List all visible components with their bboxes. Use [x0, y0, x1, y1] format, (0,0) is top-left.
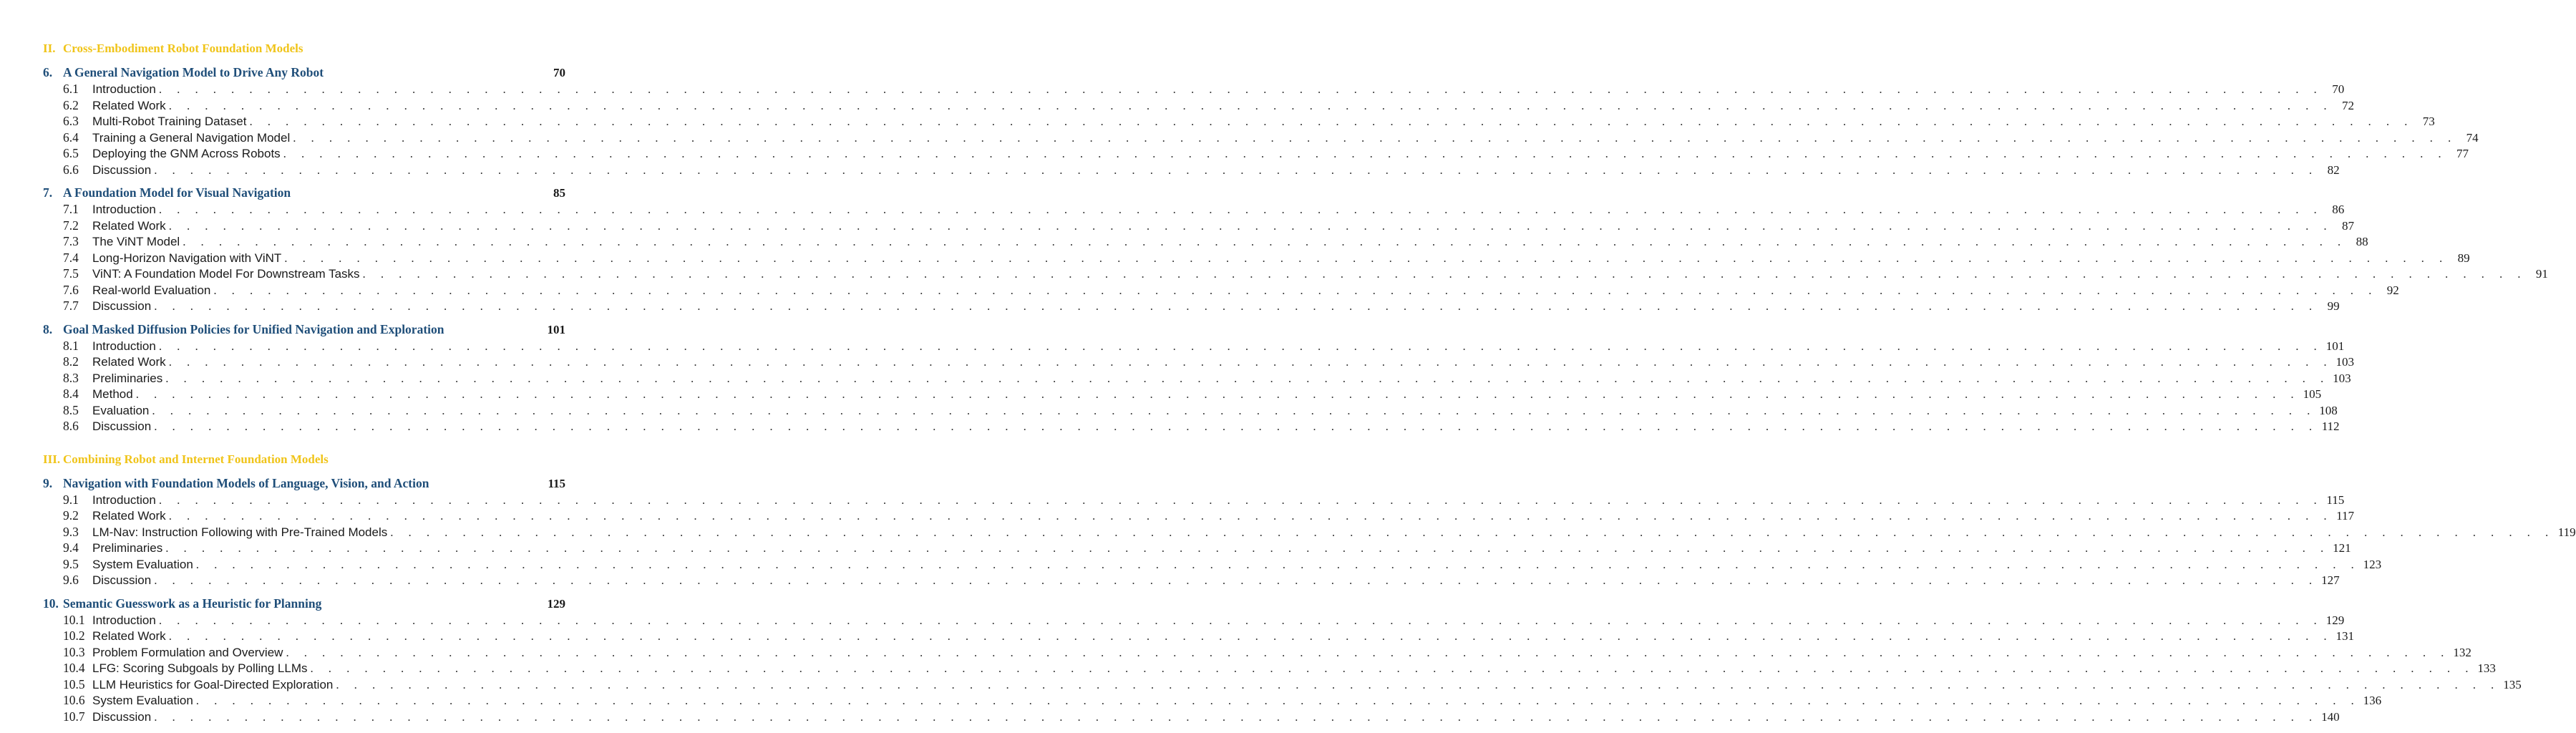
spacer [43, 314, 565, 321]
section-entry[interactable] [43, 540, 2351, 556]
section-number: 10.3 [63, 644, 85, 659]
dot-leader: . . . . . . . . . . . . . . . . . . . . . . . . . . . . . . . . . . . . . . . . . . . . . . . . . . . . . . . . . . . . . . . . . . . . . . . . . . . . . . . . . . . . . . . . . . . . . . . . . . . . . . . . . . . . . . . . . . . . . . . . [158, 492, 2323, 507]
section-page-number: 88 [2356, 235, 2368, 248]
dot-leader: . . . . . . . . . . . . . . . . . . . . . . . . . . . . . . . . . . . . . . . . . . . . . . . . . . . . . . . . . . . . . . . . . . . . . . . . . . . . . . . . . . . . . . . . . . . . . . . . . . . . . . . . . . . . . . . . . . . . . . . . [284, 251, 2449, 265]
dot-leader: . . . . . . . . . . . . . . . . . . . . . . . . . . . . . . . . . . . . . . . . . . . . . . . . . . . . . . . . . . . . . . . . . . . . . . . . . . . . . . . . . . . . . . . . . . . . . . . . . . . . . . . . . . . . . . . . . . . . . . . . [135, 387, 2300, 401]
section-entry[interactable] [43, 298, 2340, 314]
chapter-number: 9. [43, 475, 53, 490]
section-number: 9.4 [63, 540, 79, 555]
section-title: Deploying the GNM Across Robots [92, 147, 281, 160]
section-number: 10.4 [63, 661, 85, 675]
section-entry[interactable] [43, 282, 2399, 298]
section-page-number: 89 [2457, 251, 2470, 265]
section-title: System Evaluation [92, 694, 193, 707]
section-number: 8.5 [63, 402, 79, 417]
section-page-number: 77 [2456, 147, 2469, 160]
section-number: 6.4 [63, 130, 79, 145]
dot-leader: . . . . . . . . . . . . . . . . . . . . . . . . . . . . . . . . . . . . . . . . . . . . . . . . . . . . . . . . . . . . . . . . . . . . . . . . . . . . . . . . . . . . . . . . . . . . . . . . . . . . . . . . . . . . . . . . . . . . . . . . [154, 419, 2318, 433]
section-title: ViNT: A Foundation Model For Downstream Tasks [92, 267, 360, 281]
section-page-number: 105 [2303, 387, 2322, 401]
dot-leader: . . . . . . . . . . . . . . . . . . . . . . . . . . . . . . . . . . . . . . . . . . . . . . . . . . . . . . . . . . . . . . . . . . . . . . . . . . . . . . . . . . . . . . . . . . . . . . . . . . . . . . . . . . . . . . . . . . . . . . . . [283, 147, 2448, 160]
section-entry[interactable] [43, 508, 2355, 524]
chapter-entry[interactable] [43, 595, 565, 612]
section-page-number: 131 [2336, 629, 2355, 643]
dot-leader: . . . . . . . . . . . . . . . . . . . . . . . . . . . . . . . . . . . . . . . . . . . . . . . . . . . . . . . . . . . . . . . . . . . . . . . . . . . . . . . . . . . . . . . . . . . . . . . . . . . . . . . . . . . . . . . . . . . . . . . . [336, 677, 2500, 691]
section-entry[interactable] [43, 250, 2470, 266]
dot-leader: . . . . . . . . . . . . . . . . . . . . . . . . . . . . . . . . . . . . . . . . . . . . . . . . . . . . . . . . . . . . . . . . . . . . . . . . . . . . . . . . . . . . . . . . . . . . . . . . . . . . . . . . . . . . . . . . . . . . . . . . [168, 98, 2333, 112]
section-page-number: 101 [2325, 339, 2345, 353]
section-entry[interactable] [43, 233, 2368, 250]
dot-leader: . . . . . . . . . . . . . . . . . . . . . . . . . . . . . . . . . . . . . . . . . . . . . . . . . . . . . . . . . . . . . . . . . . . . . . . . . . . . . . . . . . . . . . . . . . . . . . . . . . . . . . . . . . . . . . . . . . . . . . . . [183, 235, 2347, 248]
section-page-number: 86 [2332, 203, 2345, 216]
chapter-page-number: 101 [547, 322, 565, 336]
dot-leader: . . . . . . . . . . . . . . . . . . . . . . . . . . . . . . . . . . . . . . . . . . . . . . . . . . . . . . . . . . . . . . . . . . . . . . . . . . . . . . . . . . . . . . . . . . . . . . . . . . . . . . . . . . . . . . . . . . . . . . . . [293, 130, 2457, 145]
section-page-number: 135 [2503, 677, 2522, 691]
section-page-number: 136 [2363, 694, 2382, 707]
table-of-contents [43, 39, 2576, 724]
dot-leader: . . . . . . . . . . . . . . . . . . . . . . . . . . . . . . . . . . . . . . . . . . . . . . . . . . . . . . . . . . . . . . . . . . . . . . . . . . . . . . . . . . . . . . . . . . . . . . . . . . . . . . . . . . . . . . . . . . . . . . . . [168, 629, 2333, 643]
section-number: 8.2 [63, 354, 79, 369]
section-title: Introduction [92, 613, 156, 627]
section-number: 9.5 [63, 556, 79, 571]
section-title: Real-world Evaluation [92, 283, 211, 297]
section-entry[interactable] [43, 676, 2522, 693]
section-page-number: 115 [2326, 492, 2345, 507]
section-number: 6.6 [63, 162, 79, 177]
section-title: Introduction [92, 82, 156, 96]
chapter-entry[interactable] [43, 475, 565, 492]
dot-leader: . . . . . . . . . . . . . . . . . . . . . . . . . . . . . . . . . . . . . . . . . . . . . . . . . . . . . . . . . . . . . . . . . . . . . . . . . . . . . . . . . . . . . . . . . . . . . . . . . . . . . . . . . . . . . . . . . . . . . . . . [249, 115, 2414, 128]
section-page-number: 72 [2342, 98, 2355, 112]
section-page-number: 74 [2466, 130, 2479, 145]
section-title: Discussion [92, 299, 152, 313]
spacer [43, 469, 565, 475]
section-page-number: 108 [2319, 403, 2338, 417]
section-title: Evaluation [92, 403, 150, 417]
dot-leader: . . . . . . . . . . . . . . . . . . . . . . . . . . . . . . . . . . . . . . . . . . . . . . . . . . . . . . . . . . . . . . . . . . . . . . . . . . . . . . . . . . . . . . . . . . . . . . . . . . . . . . . . . . . . . . . . . . . . . . . . [158, 82, 2323, 96]
dot-leader: . . . . . . . . . . . . . . . . . . . . . . . . . . . . . . . . . . . . . . . . . . . . . . . . . . . . . . . . . . . . . . . . . . . . . . . . . . . . . . . . . . . . . . . . . . . . . . . . . . . . . . . . . . . . . . . . . . . . . . . . [362, 267, 2527, 281]
section-number: 9.1 [63, 492, 79, 507]
chapter-title: Goal Masked Diffusion Policies for Unified Navigation and Exploration [63, 321, 444, 336]
section-number: 8.3 [63, 370, 79, 385]
section-title: Problem Formulation and Overview [92, 645, 283, 659]
section-title: Multi-Robot Training Dataset [92, 115, 247, 128]
section-title: Related Work [92, 355, 166, 369]
section-entry[interactable] [43, 628, 2355, 644]
chapter-title: A Foundation Model for Visual Navigation [63, 185, 291, 200]
dot-leader: . . . . . . . . . . . . . . . . . . . . . . . . . . . . . . . . . . . . . . . . . . . . . . . . . . . . . . . . . . . . . . . . . . . . . . . . . . . . . . . . . . . . . . . . . . . . . . . . . . . . . . . . . . . . . . . . . . . . . . . . [195, 557, 2361, 571]
part-number: II. [43, 42, 56, 55]
section-number: 6.5 [63, 146, 79, 160]
section-title: Long-Horizon Navigation with ViNT [92, 251, 282, 265]
section-number: 10.1 [63, 612, 85, 627]
section-entry[interactable] [43, 572, 2340, 588]
dot-leader: . . . . . . . . . . . . . . . . . . . . . . . . . . . . . . . . . . . . . . . . . . . . . . . . . . . . . . . . . . . . . . . . . . . . . . . . . . . . . . . . . . . . . . . . . . . . . . . . . . . . . . . . . . . . . . . . . . . . . . . . [154, 709, 2318, 724]
section-page-number: 99 [2327, 299, 2340, 313]
chapter-title: Semantic Guesswork as a Heuristic for Planning [63, 596, 322, 611]
section-number: 8.4 [63, 387, 79, 401]
dot-leader: . . . . . . . . . . . . . . . . . . . . . . . . . . . . . . . . . . . . . . . . . . . . . . . . . . . . . . . . . . . . . . . . . . . . . . . . . . . . . . . . . . . . . . . . . . . . . . . . . . . . . . . . . . . . . . . . . . . . . . . . [168, 218, 2333, 233]
chapter-entry[interactable] [43, 321, 565, 338]
dot-leader: . . . . . . . . . . . . . . . . . . . . . . . . . . . . . . . . . . . . . . . . . . . . . . . . . . . . . . . . . . . . . . . . . . . . . . . . . . . . . . . . . . . . . . . . . . . . . . . . . . . . . . . . . . . . . . . . . . . . . . . . [213, 283, 2378, 297]
chapter-number: 6. [43, 65, 53, 79]
chapter-entry[interactable] [43, 184, 565, 201]
part-number: III. [43, 452, 61, 466]
dot-leader: . . . . . . . . . . . . . . . . . . . . . . . . . . . . . . . . . . . . . . . . . . . . . . . . . . . . . . . . . . . . . . . . . . . . . . . . . . . . . . . . . . . . . . . . . . . . . . . . . . . . . . . . . . . . . . . . . . . . . . . . [158, 203, 2323, 216]
dot-leader: . . . . . . . . . . . . . . . . . . . . . . . . . . . . . . . . . . . . . . . . . . . . . . . . . . . . . . . . . . . . . . . . . . . . . . . . . . . . . . . . . . . . . . . . . . . . . . . . . . . . . . . . . . . . . . . . . . . . . . . . [195, 694, 2361, 707]
dot-leader: . . . . . . . . . . . . . . . . . . . . . . . . . . . . . . . . . . . . . . . . . . . . . . . . . . . . . . . . . . . . . . . . . . . . . . . . . . . . . . . . . . . . . . . . . . . . . . . . . . . . . . . . . . . . . . . . . . . . . . . . [165, 541, 2330, 555]
section-title: Discussion [92, 162, 152, 177]
section-title: Discussion [92, 709, 152, 724]
section-number: 7.5 [63, 266, 79, 281]
section-page-number: 92 [2386, 283, 2399, 297]
section-entry[interactable] [43, 354, 2355, 370]
section-title: Related Work [92, 629, 166, 643]
section-page-number: 82 [2327, 162, 2340, 177]
section-number: 10.2 [63, 628, 85, 643]
section-number: 7.1 [63, 202, 79, 216]
section-page-number: 103 [2333, 371, 2351, 385]
section-entry[interactable] [43, 386, 2322, 402]
section-entry[interactable] [43, 709, 2340, 725]
section-entry[interactable] [43, 97, 2355, 114]
dot-leader: . . . . . . . . . . . . . . . . . . . . . . . . . . . . . . . . . . . . . . . . . . . . . . . . . . . . . . . . . . . . . . . . . . . . . . . . . . . . . . . . . . . . . . . . . . . . . . . . . . . . . . . . . . . . . . . . . . . . . . . . [168, 355, 2333, 369]
section-number: 9.2 [63, 508, 79, 523]
section-page-number: 127 [2321, 573, 2340, 587]
part-heading[interactable] [43, 39, 565, 58]
section-title: Related Work [92, 509, 166, 523]
section-page-number: 103 [2336, 355, 2355, 369]
section-title: System Evaluation [92, 557, 193, 571]
section-entry[interactable] [43, 556, 2382, 573]
spacer [43, 178, 565, 184]
section-page-number: 117 [2336, 509, 2355, 523]
chapter-number: 8. [43, 321, 53, 336]
chapter-number: 7. [43, 185, 53, 200]
section-number: 10.6 [63, 693, 85, 707]
section-page-number: 121 [2333, 541, 2351, 555]
part-heading[interactable] [43, 450, 565, 469]
part-title: Combining Robot and Internet Foundation Models [63, 452, 329, 466]
section-page-number: 123 [2363, 557, 2382, 571]
section-entry[interactable] [43, 370, 2351, 387]
chapter-title: Navigation with Foundation Models of Language, Vision, and Action [63, 475, 429, 490]
section-entry[interactable] [43, 218, 2355, 234]
dot-leader: . . . . . . . . . . . . . . . . . . . . . . . . . . . . . . . . . . . . . . . . . . . . . . . . . . . . . . . . . . . . . . . . . . . . . . . . . . . . . . . . . . . . . . . . . . . . . . . . . . . . . . . . . . . . . . . . . . . . . . . . [154, 162, 2318, 177]
section-number: 6.3 [63, 114, 79, 128]
section-number: 7.4 [63, 250, 79, 265]
section-title: LLM Heuristics for Goal-Directed Exploration [92, 677, 334, 691]
section-entry[interactable] [43, 201, 2345, 218]
section-title: Method [92, 387, 133, 401]
dot-leader: . . . . . . . . . . . . . . . . . . . . . . . . . . . . . . . . . . . . . . . . . . . . . . . . . . . . . . . . . . . . . . . . . . . . . . . . . . . . . . . . . . . . . . . . . . . . . . . . . . . . . . . . . . . . . . . . . . . . . . . . [154, 573, 2318, 587]
section-number: 7.6 [63, 282, 79, 297]
section-entry[interactable] [43, 162, 2340, 178]
dot-leader: . . . . . . . . . . . . . . . . . . . . . . . . . . . . . . . . . . . . . . . . . . . . . . . . . . . . . . . . . . . . . . . . . . . . . . . . . . . . . . . . . . . . . . . . . . . . . . . . . . . . . . . . . . . . . . . . . . . . . . . . [165, 371, 2330, 385]
section-number: 6.2 [63, 97, 79, 112]
section-page-number: 91 [2535, 267, 2548, 281]
section-number: 8.1 [63, 338, 79, 353]
section-entry[interactable] [43, 130, 2479, 146]
section-title: Preliminaries [92, 371, 163, 385]
section-entry[interactable] [43, 660, 2496, 676]
section-page-number: 133 [2477, 661, 2496, 675]
part-title: Cross-Embodiment Robot Foundation Models [63, 42, 303, 55]
section-entry[interactable] [43, 81, 2345, 97]
section-page-number: 73 [2422, 115, 2435, 128]
section-title: Introduction [92, 339, 156, 353]
section-page-number: 112 [2321, 419, 2340, 433]
section-number: 9.3 [63, 524, 79, 539]
section-entry[interactable] [43, 418, 2340, 435]
section-number: 7.2 [63, 218, 79, 233]
section-page-number: 132 [2453, 645, 2471, 659]
section-page-number: 87 [2342, 218, 2355, 233]
dot-leader: . . . . . . . . . . . . . . . . . . . . . . . . . . . . . . . . . . . . . . . . . . . . . . . . . . . . . . . . . . . . . . . . . . . . . . . . . . . . . . . . . . . . . . . . . . . . . . . . . . . . . . . . . . . . . . . . . . . . . . . . [158, 613, 2323, 627]
section-entry[interactable] [43, 612, 2345, 628]
chapter-entry[interactable] [43, 64, 565, 81]
section-entry[interactable] [43, 338, 2345, 354]
dot-leader: . . . . . . . . . . . . . . . . . . . . . . . . . . . . . . . . . . . . . . . . . . . . . . . . . . . . . . . . . . . . . . . . . . . . . . . . . . . . . . . . . . . . . . . . . . . . . . . . . . . . . . . . . . . . . . . . . . . . . . . . [390, 525, 2555, 539]
spacer [43, 58, 565, 64]
spacer [43, 588, 565, 595]
section-title: Preliminaries [92, 541, 163, 555]
section-page-number: 70 [2332, 82, 2345, 96]
section-page-number: 119 [2557, 525, 2576, 539]
dot-leader: . . . . . . . . . . . . . . . . . . . . . . . . . . . . . . . . . . . . . . . . . . . . . . . . . . . . . . . . . . . . . . . . . . . . . . . . . . . . . . . . . . . . . . . . . . . . . . . . . . . . . . . . . . . . . . . . . . . . . . . . [152, 403, 2316, 417]
chapter-title: A General Navigation Model to Drive Any Robot [63, 65, 324, 79]
section-title: The ViNT Model [92, 235, 180, 248]
section-number: 10.5 [63, 676, 85, 691]
section-page-number: 129 [2325, 613, 2345, 627]
section-entry[interactable] [43, 266, 2548, 282]
dot-leader: . . . . . . . . . . . . . . . . . . . . . . . . . . . . . . . . . . . . . . . . . . . . . . . . . . . . . . . . . . . . . . . . . . . . . . . . . . . . . . . . . . . . . . . . . . . . . . . . . . . . . . . . . . . . . . . . . . . . . . . . [310, 661, 2474, 675]
chapter-page-number: 115 [548, 476, 565, 490]
section-number: 7.3 [63, 234, 79, 248]
section-title: Discussion [92, 419, 152, 433]
section-title: Introduction [92, 492, 156, 507]
section-page-number: 140 [2321, 709, 2340, 724]
chapter-page-number: 70 [553, 66, 565, 79]
section-number: 6.1 [63, 82, 79, 96]
section-title: Introduction [92, 203, 156, 216]
section-entry[interactable] [43, 644, 2471, 661]
section-number: 8.6 [63, 419, 79, 433]
section-entry[interactable] [43, 402, 2338, 419]
section-title: LM-Nav: Instruction Following with Pre-Trained Models [92, 525, 388, 539]
dot-leader: . . . . . . . . . . . . . . . . . . . . . . . . . . . . . . . . . . . . . . . . . . . . . . . . . . . . . . . . . . . . . . . . . . . . . . . . . . . . . . . . . . . . . . . . . . . . . . . . . . . . . . . . . . . . . . . . . . . . . . . . [158, 339, 2323, 353]
chapter-page-number: 85 [553, 186, 565, 200]
section-number: 9.6 [63, 573, 79, 587]
dot-leader: . . . . . . . . . . . . . . . . . . . . . . . . . . . . . . . . . . . . . . . . . . . . . . . . . . . . . . . . . . . . . . . . . . . . . . . . . . . . . . . . . . . . . . . . . . . . . . . . . . . . . . . . . . . . . . . . . . . . . . . . [168, 509, 2333, 523]
chapter-number: 10. [43, 596, 59, 611]
section-title: Discussion [92, 573, 152, 587]
section-entry[interactable] [43, 145, 2469, 162]
spacer [43, 435, 565, 450]
section-title: LFG: Scoring Subgoals by Polling LLMs [92, 661, 308, 675]
section-entry[interactable] [43, 692, 2382, 709]
dot-leader: . . . . . . . . . . . . . . . . . . . . . . . . . . . . . . . . . . . . . . . . . . . . . . . . . . . . . . . . . . . . . . . . . . . . . . . . . . . . . . . . . . . . . . . . . . . . . . . . . . . . . . . . . . . . . . . . . . . . . . . . [154, 299, 2318, 313]
section-number: 7.7 [63, 298, 79, 313]
section-entry[interactable] [43, 113, 2435, 130]
dot-leader: . . . . . . . . . . . . . . . . . . . . . . . . . . . . . . . . . . . . . . . . . . . . . . . . . . . . . . . . . . . . . . . . . . . . . . . . . . . . . . . . . . . . . . . . . . . . . . . . . . . . . . . . . . . . . . . . . . . . . . . . [286, 645, 2450, 659]
section-title: Training a General Navigation Model [92, 130, 291, 145]
section-entry[interactable] [43, 524, 2576, 540]
section-title: Related Work [92, 98, 166, 112]
section-entry[interactable] [43, 492, 2345, 508]
section-title: Related Work [92, 218, 166, 233]
chapter-page-number: 129 [547, 596, 565, 611]
section-number: 10.7 [63, 709, 85, 724]
